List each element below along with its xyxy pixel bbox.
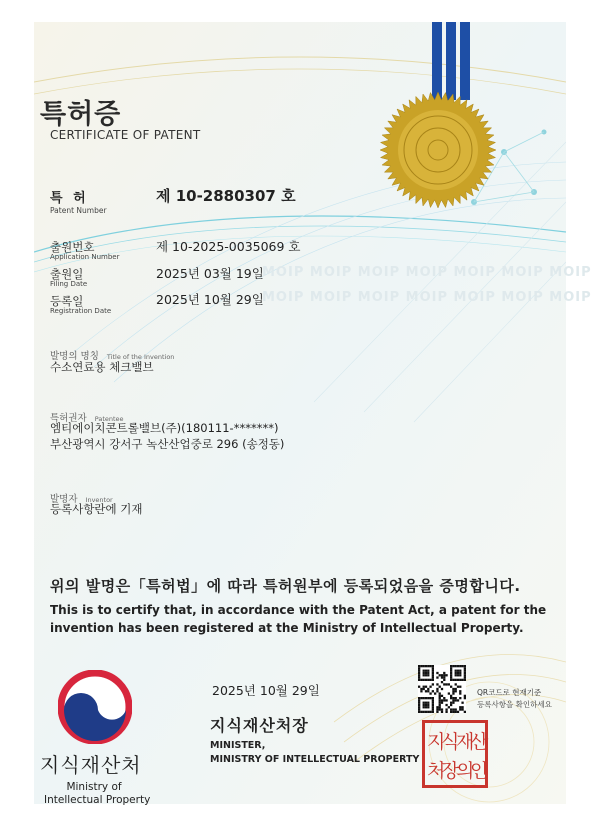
patentee-name: 엠티에이치콘트롤밸브(주)(180111-*******) [50, 421, 279, 435]
certification-statement-english-line1: This is to certify that, in accordance with the Patent Act, a patent for the [50, 603, 547, 617]
stamp-char: 산 [470, 731, 489, 753]
qr-code-icon[interactable] [418, 665, 466, 713]
filing-date-label-english: Filing Date [50, 280, 88, 288]
agency-name-english-line1: Ministry of [66, 781, 122, 793]
minister-title-english-line2: MINISTRY OF INTELLECTUAL PROPERTY [210, 754, 420, 765]
issue-date: 2025년 10월 29일 [212, 683, 320, 698]
minister-title-english-line1: MINISTER, [210, 740, 266, 751]
official-seal-stamp [422, 720, 488, 788]
application-number-value: 제 10-2025-0035069 호 [156, 239, 301, 254]
filing-date-value: 2025년 03월 19일 [156, 266, 264, 281]
watermark-line: MOIP MOIP MOIP MOIP MOIP MOIP MOIP [262, 290, 592, 305]
inventor-label-english: Inventor [85, 496, 113, 504]
patentee-address: 부산광역시 강서구 녹산산업중로 296 (송정동) [50, 437, 285, 451]
application-number-label: 출원번호 [50, 240, 95, 254]
stamp-char: 지 [427, 731, 446, 753]
registration-date-label-english: Registration Date [50, 307, 112, 315]
watermark-line: MOIP MOIP MOIP MOIP MOIP MOIP MOIP [262, 265, 592, 280]
invention-title-value: 수소연료용 체크밸브 [50, 360, 154, 374]
stamp-char: 인 [470, 760, 489, 782]
agency-name: 지식재산처 [40, 753, 142, 777]
patent-number-value: 제 10-2880307 호 [156, 187, 296, 205]
ministry-logo-icon [58, 670, 132, 744]
filing-date-label: 출원일 [50, 267, 84, 281]
patent-number-label: 특 허 [50, 191, 89, 206]
inventor-value: 등록사항란에 기재 [50, 502, 143, 516]
patentee-label-english: Patentee [94, 415, 124, 423]
inventor-label: 발명자 [50, 494, 78, 505]
qr-note-line1: QR코드로 현재기준 [477, 688, 542, 697]
invention-title-label: 발명의 명칭 [50, 351, 99, 362]
minister-title: 지식재산처장 [210, 716, 309, 735]
certificate-title: 특허증 [40, 99, 122, 130]
patentee-label: 특허권자 [50, 413, 87, 424]
invention-title-label-english: Title of the Invention [106, 353, 175, 361]
ribbon-stripe [446, 22, 456, 100]
certification-statement-korean: 위의 발명은「특허법」에 따라 특허원부에 등록되었음을 증명합니다. [50, 577, 521, 595]
patent-number-label-english: Patent Number [50, 206, 107, 215]
registration-date-label: 등록일 [50, 294, 84, 308]
qr-note-line2: 등록사항을 확인하세요 [477, 700, 552, 709]
gold-seal-icon [378, 90, 498, 210]
stamp-char: 처 [427, 760, 446, 782]
stamp-char: 식 [441, 731, 460, 753]
ribbon-stripe [460, 22, 470, 100]
ribbon-stripe [432, 22, 442, 100]
application-number-label-english: Application Number [50, 253, 120, 261]
stamp-char: 재 [456, 731, 475, 753]
agency-name-english-line2: Intellectual Property [44, 794, 151, 806]
stamp-char: 의 [456, 760, 475, 782]
certification-statement-english-line2: invention has been registered at the Ministry of Intellectual Property. [50, 621, 524, 635]
registration-date-value: 2025년 10월 29일 [156, 292, 264, 307]
certificate-title-english: CERTIFICATE OF PATENT [50, 128, 201, 142]
stamp-char: 장 [441, 760, 460, 782]
